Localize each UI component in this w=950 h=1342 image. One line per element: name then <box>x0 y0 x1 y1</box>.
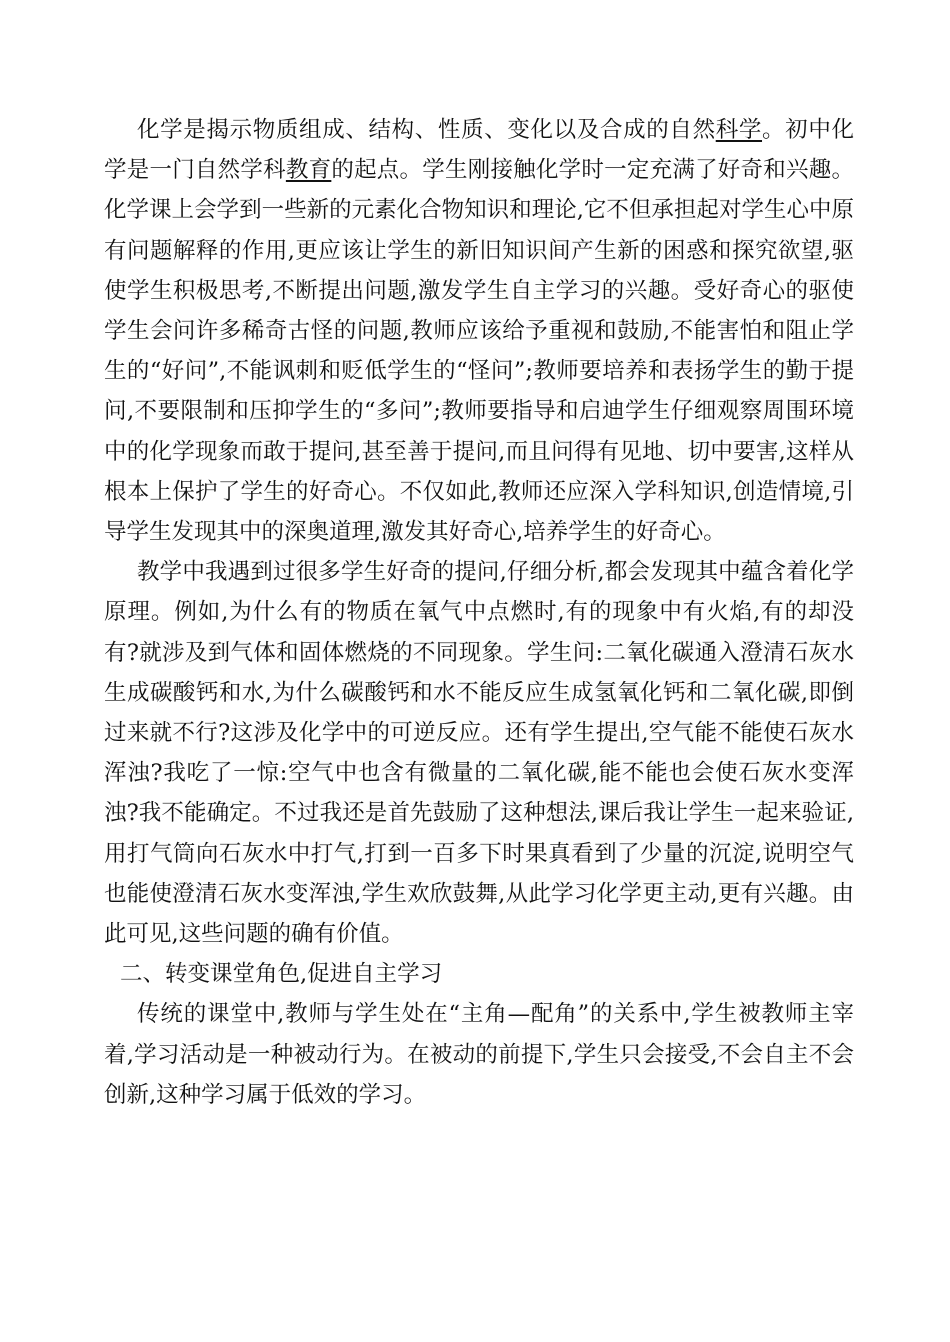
link-science[interactable]: 科学 <box>715 117 763 143</box>
link-education[interactable]: 教育 <box>285 157 332 184</box>
document-body <box>104 110 854 1115</box>
paragraph-intro-text-2: 。初中化学是一门自然学科 <box>104 117 854 184</box>
paragraph-intro-text-3: 的起点。学生刚接触化学时一定充满了好奇和兴趣。化学课上会学到一些新的元素化合物知识和理论,它不但承担起对学生心中原有问题解释的作用,更应该让学生的新旧知识间产生新的困惑和探究欲望,驱使学生积极思考,不断提出问题,激发学生自主学习的兴趣。受好奇心的驱使学生会问许多稀奇古怪的问题,教师应该给予重视和鼓励,不能害怕和阻止学生的“好问”,不能讽刺和贬低学生的“怪问”;教师要培养和表扬学生的勤于提问,不要限制和压抑学生的“多问”;教师要指导和启迪学生仔细观察周围环境中的化学现象而敢于提问,甚至善于提问,而且问得有见地、切中要害,这样从根本上保护了学生的好奇心。不仅如此,教师还应深入学科知识,创造情境,引导学生发现其中的深奥道理,激发其好奇心,培养学生的好奇心。 <box>104 157 854 546</box>
paragraph-intro-text-1: 化学是揭示物质组成、结构、性质、变化以及合成的自然 <box>137 117 716 143</box>
paragraph-examples: 教学中我遇到过很多学生好奇的提问,仔细分析,都会发现其中蕴含着化学原理。例如,为什么有的物质在氧气中点燃时,有的现象中有火焰,有的却没有?就涉及到气体和固体燃烧的不同现象。学生问:二氧化碳通入澄清石灰水生成碳酸钙和水,为什么碳酸钙和水不能反应生成氢氧化钙和二氧化碳,即倒过来就不行?这涉及化学中的可逆反应。还有学生提出,空气能不能使石灰水浑浊?我吃了一惊:空气中也含有微量的二氧化碳,能不能也会使石灰水变浑浊?我不能确定。不过我还是首先鼓励了这种想法,课后我让学生一起来验证,用打气筒向石灰水中打气,打到一百多下时果真看到了少量的沉淀,说明空气也能使澄清石灰水变浑浊,学生欢欣鼓舞,从此学习化学更主动,更有兴趣。由此可见,这些问题的确有价值。 <box>104 559 854 948</box>
paragraph-classroom: 传统的课堂中,教师与学生处在“主角—配角”的关系中,学生被教师主宰着,学习活动是一种被动行为。在被动的前提下,学生只会接受,不会自主不会创新,这种学习属于低效的学习。 <box>104 1001 854 1108</box>
paragraph-intro <box>104 110 854 552</box>
section-heading: 二、转变课堂角色,促进自主学习 <box>120 961 443 988</box>
